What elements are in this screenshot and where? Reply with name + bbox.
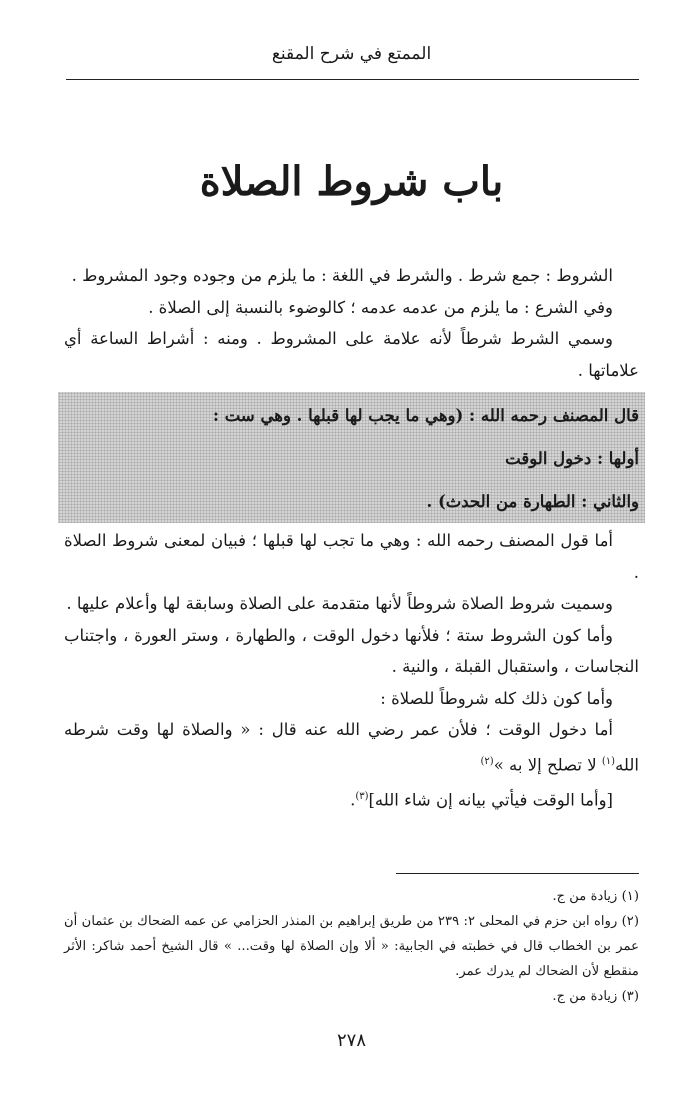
umar-quote-end: لا تصلح إلا به » xyxy=(493,755,597,774)
matn-block xyxy=(58,392,645,523)
running-head: الممتع في شرح المقنع xyxy=(271,44,432,64)
chapter-title: باب شروط الصلاة xyxy=(199,158,504,205)
commentary-paragraph: وأما كون ذلك كله شروطاً للصلاة : xyxy=(380,688,613,708)
matn-line-1: قال المصنف رحمه الله : (وهي ما يجب لها قبلها . وهي ست : xyxy=(212,406,639,425)
commentary-paragraph: وسميت شروط الصلاة شروطاً لأنها متقدمة على الصلاة وسابقة لها وأعلام عليها . xyxy=(66,594,613,613)
bracketed-addition: [وأما الوقت فيأتي بيانه إن شاء الله] xyxy=(368,790,613,809)
paragraph-definition-language: الشروط : جمع شرط . والشرط في اللغة : ما يلزم من وجوده وجود المشروط . xyxy=(71,266,613,285)
umar-quote-start: أما دخول الوقت ؛ فلأن عمر رضي الله عنه قال : « والصلاة لها وقت شرطه الله xyxy=(64,720,639,774)
page-number: ٢٧٨ xyxy=(336,1030,366,1051)
matn-line-2: أولها : دخول الوقت xyxy=(505,449,639,468)
footnote-3: (٣) زيادة من ج. xyxy=(552,989,639,1004)
footnotes xyxy=(64,884,639,1009)
commentary-paragraph-time: [وأما الوقت فيأتي بيانه إن شاء الله]$^{(٣)}$. xyxy=(350,790,613,809)
footnote-marker-1: (١) xyxy=(601,755,616,767)
commentary-paragraph: أما قول المصنف رحمه الله : وهي ما تجب لها قبلها ؛ فبيان لمعنى شروط الصلاة . xyxy=(64,531,639,582)
footnote-rule xyxy=(396,873,639,874)
footnote-2: (٢) رواه ابن حزم في المحلى ٢: ٢٣٩ من طريق إبراهيم بن المنذر الحزامي عن عمه الضحاك بن عثمان أن عمر بن الخطاب قال في خطبته في الجابية: « ألا وإن الصلاة لها وقت... » قال الشيخ أحمد شاكر: الأثر منقطع لأن الضحاك لم يدرك عمر. xyxy=(64,914,640,979)
footnote-marker-2: (٢) xyxy=(480,755,494,767)
main-text xyxy=(64,260,639,816)
header-rule xyxy=(66,79,639,80)
paragraph-naming: وسمي الشرط شرطاً لأنه علامة على المشروط . ومنه : أشراط الساعة أي علاماتها . xyxy=(64,329,639,380)
commentary-paragraph-umar xyxy=(64,714,639,781)
paragraph-definition-sharia: وفي الشرع : ما يلزم من عدمه عدمه ؛ كالوضوء بالنسبة إلى الصلاة . xyxy=(148,297,613,317)
matn-line-3: والثاني : الطهارة من الحدث) . xyxy=(426,492,639,511)
footnote-marker-3: (٣) xyxy=(355,790,369,802)
footnote-1: (١) زيادة من ج. xyxy=(552,889,639,904)
commentary-paragraph: وأما كون الشروط ستة ؛ فلأنها دخول الوقت ، والطهارة ، وستر العورة ، واجتناب النجاسات ، واستقبال القبلة ، والنية . xyxy=(64,625,639,676)
